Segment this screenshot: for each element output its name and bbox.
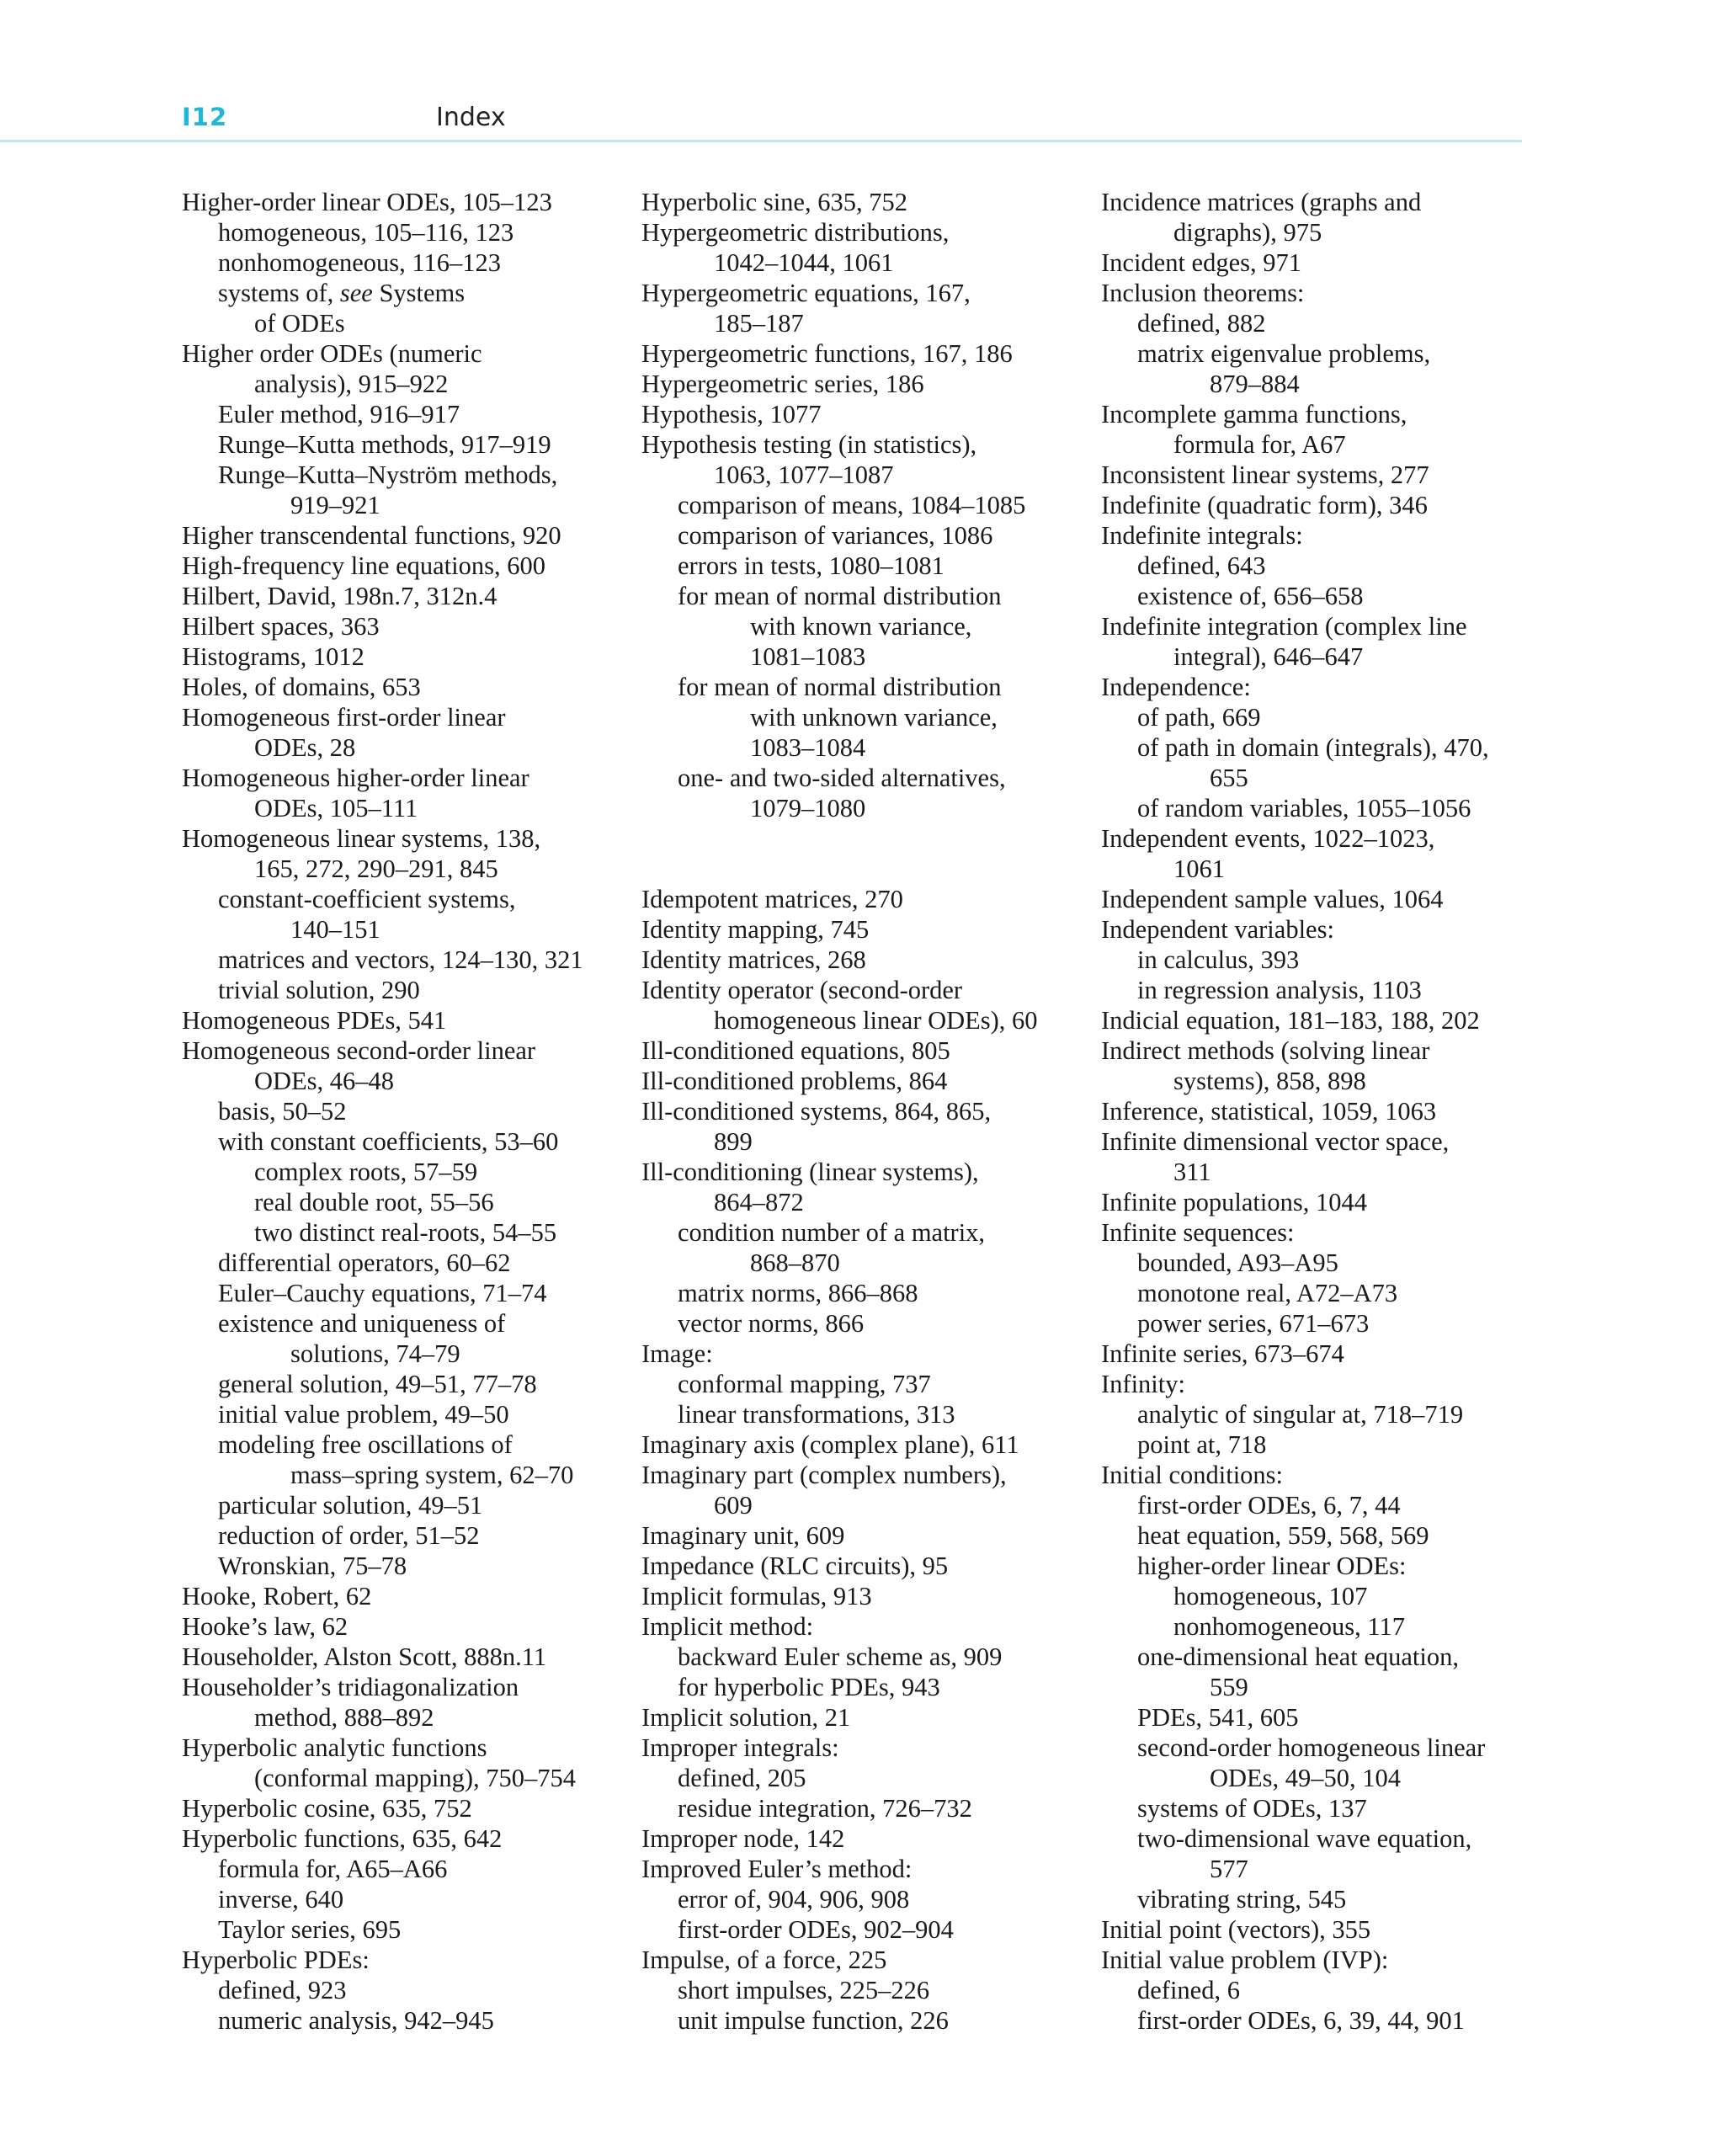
index-subentry: defined, 643 bbox=[1137, 551, 1266, 580]
index-subentry: short impulses, 225–226 bbox=[678, 1976, 930, 2004]
index-subentry: analytic of singular at, 718–719 bbox=[1137, 1400, 1464, 1429]
index-subentry: ODEs, 49–50, 104 bbox=[1210, 1764, 1402, 1792]
index-subentry: existence and uniqueness of bbox=[218, 1309, 506, 1338]
index-subentry: Euler method, 916–917 bbox=[218, 400, 460, 429]
index-entry: Independent events, 1022–1023, bbox=[1101, 824, 1435, 853]
index-entry: Hilbert, David, 198n.7, 312n.4 bbox=[182, 582, 498, 610]
index-entry: Indefinite integration (complex line bbox=[1101, 612, 1467, 641]
index-subentry: systems of, see Systems bbox=[218, 279, 466, 307]
index-subentry: initial value problem, 49–50 bbox=[218, 1400, 509, 1429]
index-entry: Idempotent matrices, 270 bbox=[641, 885, 903, 913]
index-subentry: first-order ODEs, 6, 39, 44, 901 bbox=[1137, 2006, 1465, 2035]
index-subentry: 919–921 bbox=[290, 491, 380, 519]
index-entry: Hypothesis testing (in statistics), bbox=[641, 430, 977, 459]
index-subentry: backward Euler scheme as, 909 bbox=[678, 1642, 1003, 1671]
index-subentry: real double root, 55–56 bbox=[254, 1188, 494, 1216]
index-entry: Infinite populations, 1044 bbox=[1101, 1188, 1367, 1216]
index-entry: Hilbert spaces, 363 bbox=[182, 612, 380, 641]
index-subentry: one- and two-sided alternatives, bbox=[678, 764, 1006, 792]
index-subentry: power series, 671–673 bbox=[1137, 1309, 1370, 1338]
index-subentry: integral), 646–647 bbox=[1173, 642, 1364, 671]
index-subentry: 185–187 bbox=[714, 309, 804, 338]
index-subentry: defined, 6 bbox=[1137, 1976, 1240, 2004]
index-subentry: comparison of variances, 1086 bbox=[678, 521, 993, 550]
index-entry: Householder, Alston Scott, 888n.11 bbox=[182, 1642, 547, 1671]
index-subentry: homogeneous, 107 bbox=[1173, 1582, 1368, 1610]
index-entry: Homogeneous first-order linear bbox=[182, 703, 506, 732]
index-subentry: solutions, 74–79 bbox=[290, 1339, 460, 1368]
index-subentry: condition number of a matrix, bbox=[678, 1218, 986, 1247]
index-subentry: 1061 bbox=[1173, 854, 1225, 883]
index-subentry: point at, 718 bbox=[1137, 1430, 1267, 1459]
index-entry: High-frequency line equations, 600 bbox=[182, 551, 545, 580]
index-subentry: vector norms, 866 bbox=[678, 1309, 865, 1338]
index-subentry: of random variables, 1055–1056 bbox=[1137, 794, 1471, 822]
index-subentry: linear transformations, 313 bbox=[678, 1400, 955, 1429]
index-subentry: systems of ODEs, 137 bbox=[1137, 1794, 1367, 1823]
index-subentry: heat equation, 559, 568, 569 bbox=[1137, 1521, 1429, 1550]
index-subentry: nonhomogeneous, 117 bbox=[1173, 1612, 1406, 1641]
index-column-1 bbox=[182, 187, 620, 2036]
index-entry: Hooke’s law, 62 bbox=[182, 1612, 349, 1641]
index-subentry: modeling free oscillations of bbox=[218, 1430, 513, 1459]
index-subentry: of path, 669 bbox=[1137, 703, 1261, 732]
index-entry: Householder’s tridiagonalization bbox=[182, 1673, 519, 1701]
index-subentry: PDEs, 541, 605 bbox=[1137, 1703, 1299, 1732]
index-entry: Homogeneous linear systems, 138, bbox=[182, 824, 541, 853]
index-entry: Imaginary part (complex numbers), bbox=[641, 1461, 1007, 1489]
index-subentry: residue integration, 726–732 bbox=[678, 1794, 972, 1823]
index-subentry: matrices and vectors, 124–130, 321 bbox=[218, 945, 583, 974]
index-subentry: ODEs, 46–48 bbox=[254, 1067, 395, 1095]
index-entry: Homogeneous PDEs, 541 bbox=[182, 1006, 447, 1035]
index-subentry: particular solution, 49–51 bbox=[218, 1491, 483, 1520]
index-entry: Holes, of domains, 653 bbox=[182, 673, 421, 701]
index-entry: Hyperbolic sine, 635, 752 bbox=[641, 188, 907, 216]
index-subentry: method, 888–892 bbox=[254, 1703, 434, 1732]
index-subentry: differential operators, 60–62 bbox=[218, 1248, 511, 1277]
index-entry: Indirect methods (solving linear bbox=[1101, 1036, 1430, 1065]
index-subentry: inverse, 640 bbox=[218, 1885, 344, 1914]
index-subentry: homogeneous linear ODEs), 60 bbox=[714, 1006, 1038, 1035]
index-entry: Higher order ODEs (numeric bbox=[182, 339, 482, 368]
index-subentry: first-order ODEs, 6, 7, 44 bbox=[1137, 1491, 1401, 1520]
index-entry: Inference, statistical, 1059, 1063 bbox=[1101, 1097, 1437, 1126]
index-subentry: with unknown variance, bbox=[750, 703, 998, 732]
index-subentry: 899 bbox=[714, 1127, 753, 1156]
index-subentry: general solution, 49–51, 77–78 bbox=[218, 1370, 537, 1398]
index-entry: Incomplete gamma functions, bbox=[1101, 400, 1407, 429]
index-subentry: 1063, 1077–1087 bbox=[714, 460, 894, 489]
index-subentry: 165, 272, 290–291, 845 bbox=[254, 854, 498, 883]
index-subentry: homogeneous, 105–116, 123 bbox=[218, 218, 514, 247]
index-column-3 bbox=[1101, 187, 1556, 2036]
index-entry: Improved Euler’s method: bbox=[641, 1855, 913, 1883]
index-subentry: 311 bbox=[1173, 1158, 1211, 1186]
index-entry: Indefinite integrals: bbox=[1101, 521, 1303, 550]
index-subentry: error of, 904, 906, 908 bbox=[678, 1885, 910, 1914]
index-entry: Hooke, Robert, 62 bbox=[182, 1582, 372, 1610]
index-entry: Improper integrals: bbox=[641, 1733, 839, 1762]
index-entry: Indicial equation, 181–183, 188, 202 bbox=[1101, 1006, 1480, 1035]
index-subentry: of ODEs bbox=[254, 309, 345, 338]
index-subentry: monotone real, A72–A73 bbox=[1137, 1279, 1398, 1307]
index-subentry: 140–151 bbox=[290, 915, 380, 944]
index-subentry: trivial solution, 290 bbox=[218, 976, 420, 1004]
index-entry: Histograms, 1012 bbox=[182, 642, 364, 671]
index-entry: Incidence matrices (graphs and bbox=[1101, 188, 1422, 216]
index-entry: Homogeneous second-order linear bbox=[182, 1036, 536, 1065]
index-subentry: unit impulse function, 226 bbox=[678, 2006, 949, 2035]
index-entry: Impedance (RLC circuits), 95 bbox=[641, 1552, 949, 1580]
index-subentry: 864–872 bbox=[714, 1188, 804, 1216]
index-entry: Ill-conditioning (linear systems), bbox=[641, 1158, 979, 1186]
see-reference: see bbox=[339, 279, 373, 307]
index-subentry: formula for, A67 bbox=[1173, 430, 1346, 459]
index-entry: Hyperbolic analytic functions bbox=[182, 1733, 487, 1762]
index-subentry: bounded, A93–A95 bbox=[1137, 1248, 1338, 1277]
index-subentry: digraphs), 975 bbox=[1173, 218, 1322, 247]
index-entry: Implicit solution, 21 bbox=[641, 1703, 851, 1732]
index-subentry: comparison of means, 1084–1085 bbox=[678, 491, 1026, 519]
page-header bbox=[0, 0, 1724, 143]
index-entry: Infinite sequences: bbox=[1101, 1218, 1295, 1247]
index-subentry: Euler–Cauchy equations, 71–74 bbox=[218, 1279, 547, 1307]
index-subentry: systems), 858, 898 bbox=[1173, 1067, 1366, 1095]
index-subentry: for hyperbolic PDEs, 943 bbox=[678, 1673, 940, 1701]
index-subentry: 577 bbox=[1210, 1855, 1248, 1883]
header-rule bbox=[0, 140, 1522, 142]
index-subentry: conformal mapping, 737 bbox=[678, 1370, 931, 1398]
index-subentry: 1042–1044, 1061 bbox=[714, 248, 894, 277]
index-subentry: existence of, 656–658 bbox=[1137, 582, 1364, 610]
index-subentry: defined, 882 bbox=[1137, 309, 1266, 338]
running-head: Index bbox=[436, 103, 506, 132]
index-subentry: in regression analysis, 1103 bbox=[1137, 976, 1422, 1004]
index-subentry: for mean of normal distribution bbox=[678, 582, 1002, 610]
index-subentry: 1079–1080 bbox=[750, 794, 866, 822]
index-subentry: vibrating string, 545 bbox=[1137, 1885, 1347, 1914]
index-entry: Infinite series, 673–674 bbox=[1101, 1339, 1344, 1368]
index-subentry: matrix norms, 866–868 bbox=[678, 1279, 918, 1307]
index-entry: Hypergeometric series, 186 bbox=[641, 370, 924, 398]
index-entry: Incident edges, 971 bbox=[1101, 248, 1301, 277]
index-entry: Ill-conditioned problems, 864 bbox=[641, 1067, 948, 1095]
index-entry: Indefinite (quadratic form), 346 bbox=[1101, 491, 1428, 519]
index-subentry: of path in domain (integrals), 470, bbox=[1137, 733, 1489, 762]
index-entry: Hyperbolic cosine, 635, 752 bbox=[182, 1794, 472, 1823]
index-subentry: ODEs, 105–111 bbox=[254, 794, 418, 822]
index-subentry: defined, 923 bbox=[218, 1976, 347, 2004]
index-subentry: numeric analysis, 942–945 bbox=[218, 2006, 494, 2035]
index-subentry: first-order ODEs, 902–904 bbox=[678, 1915, 954, 1944]
index-subentry: two-dimensional wave equation, bbox=[1137, 1824, 1472, 1853]
index-entry: Independent sample values, 1064 bbox=[1101, 885, 1444, 913]
index-subentry: with constant coefficients, 53–60 bbox=[218, 1127, 559, 1156]
index-subentry: constant-coefficient systems, bbox=[218, 885, 516, 913]
index-subentry: mass–spring system, 62–70 bbox=[290, 1461, 574, 1489]
index-subentry: reduction of order, 51–52 bbox=[218, 1521, 480, 1550]
index-subentry: second-order homogeneous linear bbox=[1137, 1733, 1486, 1762]
index-column-2 bbox=[641, 187, 1096, 2036]
index-subentry: matrix eigenvalue problems, bbox=[1137, 339, 1431, 368]
index-subentry: nonhomogeneous, 116–123 bbox=[218, 248, 502, 277]
index-subentry: with known variance, bbox=[750, 612, 972, 641]
index-entry: Higher transcendental functions, 920 bbox=[182, 521, 561, 550]
index-entry: Hyperbolic functions, 635, 642 bbox=[182, 1824, 503, 1853]
index-subentry: formula for, A65–A66 bbox=[218, 1855, 448, 1883]
index-subentry: defined, 205 bbox=[678, 1764, 806, 1792]
index-entry: Hyperbolic PDEs: bbox=[182, 1946, 370, 1974]
index-entry: Independent variables: bbox=[1101, 915, 1334, 944]
page-number: I12 bbox=[182, 103, 228, 131]
index-subentry: (conformal mapping), 750–754 bbox=[254, 1764, 577, 1792]
index-entry: Independence: bbox=[1101, 673, 1251, 701]
index-subentry: Taylor series, 695 bbox=[218, 1915, 402, 1944]
index-entry: Infinity: bbox=[1101, 1370, 1185, 1398]
index-subentry: 879–884 bbox=[1210, 370, 1300, 398]
index-subentry: analysis), 915–922 bbox=[254, 370, 449, 398]
index-entry: Initial point (vectors), 355 bbox=[1101, 1915, 1371, 1944]
index-subentry: 609 bbox=[714, 1491, 753, 1520]
index-entry: Implicit method: bbox=[641, 1612, 814, 1641]
index-entry: Identity mapping, 745 bbox=[641, 915, 870, 944]
index-entry: Inclusion theorems: bbox=[1101, 279, 1305, 307]
index-subentry: higher-order linear ODEs: bbox=[1137, 1552, 1407, 1580]
index-entry: Identity operator (second-order bbox=[641, 976, 963, 1004]
index-entry: Homogeneous higher-order linear bbox=[182, 764, 529, 792]
index-entry: Ill-conditioned equations, 805 bbox=[641, 1036, 950, 1065]
index-entry: Initial value problem (IVP): bbox=[1101, 1946, 1389, 1974]
index-entry: Hypergeometric equations, 167, bbox=[641, 279, 971, 307]
index-subentry: for mean of normal distribution bbox=[678, 673, 1002, 701]
index-subentry: two distinct real-roots, 54–55 bbox=[254, 1218, 557, 1247]
index-entry: Initial conditions: bbox=[1101, 1461, 1284, 1489]
section-gap bbox=[641, 823, 1096, 884]
index-entry: Image: bbox=[641, 1339, 713, 1368]
index-entry: Hypergeometric functions, 167, 186 bbox=[641, 339, 1013, 368]
index-entry: Hypothesis, 1077 bbox=[641, 400, 822, 429]
index-entry: Imaginary unit, 609 bbox=[641, 1521, 845, 1550]
index-entry: Improper node, 142 bbox=[641, 1824, 845, 1853]
index-subentry: 559 bbox=[1210, 1673, 1248, 1701]
index-subentry: in calculus, 393 bbox=[1137, 945, 1300, 974]
index-entry: Infinite dimensional vector space, bbox=[1101, 1127, 1450, 1156]
index-entry: Impulse, of a force, 225 bbox=[641, 1946, 887, 1974]
index-subentry: 1083–1084 bbox=[750, 733, 866, 762]
index-subentry: Wronskian, 75–78 bbox=[218, 1552, 407, 1580]
index-entry: Ill-conditioned systems, 864, 865, bbox=[641, 1097, 992, 1126]
index-subentry: 868–870 bbox=[750, 1248, 840, 1277]
index-subentry: one-dimensional heat equation, bbox=[1137, 1642, 1459, 1671]
index-entry: Imaginary axis (complex plane), 611 bbox=[641, 1430, 1019, 1459]
index-subentry: Runge–Kutta methods, 917–919 bbox=[218, 430, 551, 459]
index-subentry: complex roots, 57–59 bbox=[254, 1158, 478, 1186]
index-subentry: Runge–Kutta–Nyström methods, bbox=[218, 460, 558, 489]
index-subentry: errors in tests, 1080–1081 bbox=[678, 551, 944, 580]
index-entry: Inconsistent linear systems, 277 bbox=[1101, 460, 1429, 489]
index-subentry: ODEs, 28 bbox=[254, 733, 356, 762]
index-subentry: basis, 50–52 bbox=[218, 1097, 347, 1126]
index-subentry: 655 bbox=[1210, 764, 1248, 792]
index-subentry: 1081–1083 bbox=[750, 642, 866, 671]
index-entry: Implicit formulas, 913 bbox=[641, 1582, 872, 1610]
index-entry: Identity matrices, 268 bbox=[641, 945, 866, 974]
index-entry: Higher-order linear ODEs, 105–123 bbox=[182, 188, 552, 216]
index-entry: Hypergeometric distributions, bbox=[641, 218, 950, 247]
